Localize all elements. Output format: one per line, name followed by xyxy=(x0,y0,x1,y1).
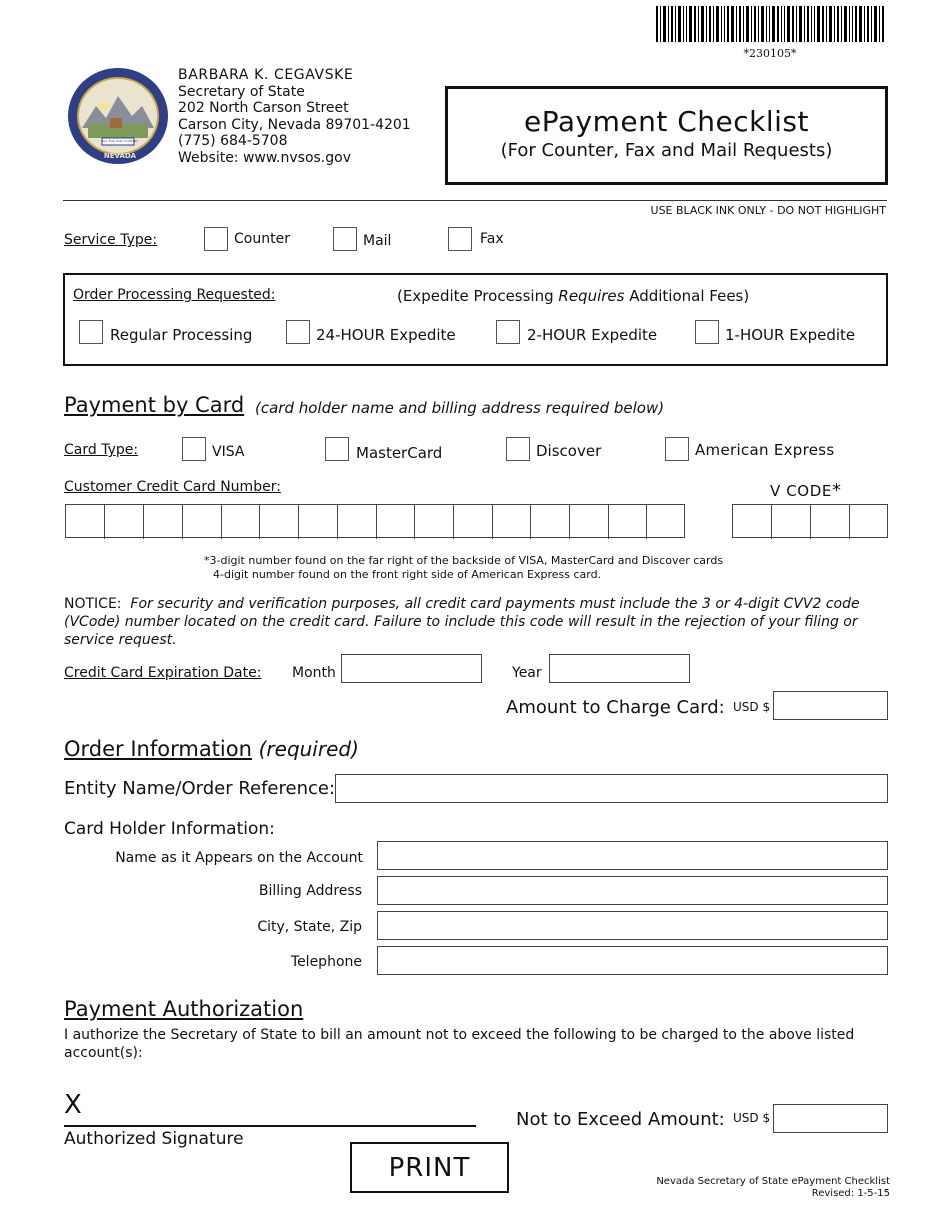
barcode-number: *230105* xyxy=(743,47,797,60)
entity-name-input[interactable] xyxy=(335,774,888,803)
expedite-1hour-checkbox[interactable] xyxy=(695,320,719,344)
not-to-exceed-input[interactable] xyxy=(773,1104,888,1133)
billing-address-label: Billing Address xyxy=(258,883,362,899)
service-type-label: Service Type: xyxy=(64,232,158,248)
page-title: ePayment Checklist xyxy=(524,105,809,138)
order-processing-label: Order Processing Requested: xyxy=(73,287,276,303)
card-type-label: Card Type: xyxy=(64,442,139,458)
account-name-input[interactable] xyxy=(377,841,888,870)
signature-x-mark: X xyxy=(64,1090,82,1120)
vcode-input[interactable] xyxy=(732,504,888,538)
vcode-footnote-2: 4-digit number found on the front right side of American Express card. xyxy=(213,568,602,581)
expedite-note-pre: (Expedite Processing xyxy=(397,287,559,305)
office-phone: (775) 684-5708 xyxy=(178,133,288,149)
payment-card-note: (card holder name and billing address required below) xyxy=(255,399,665,417)
card-mastercard-checkbox[interactable] xyxy=(325,437,349,461)
signature-line[interactable] xyxy=(64,1125,476,1127)
security-notice xyxy=(64,595,890,649)
service-fax-label: Fax xyxy=(480,231,504,247)
cardholder-heading: Card Holder Information: xyxy=(64,819,275,839)
order-info-heading xyxy=(64,737,359,761)
amount-to-charge-input[interactable] xyxy=(773,691,888,720)
page-subtitle: (For Counter, Fax and Mail Requests) xyxy=(500,140,833,161)
office-website: Website: www.nvsos.gov xyxy=(178,149,351,166)
service-mail-label: Mail xyxy=(363,233,392,249)
card-number-label: Customer Credit Card Number: xyxy=(64,479,281,495)
signature-label: Authorized Signature xyxy=(64,1129,244,1149)
footer-revised: Revised: 1-5-15 xyxy=(811,1188,890,1199)
authorization-text: I authorize the Secretary of State to bill an amount not to exceed the following to be charged to the above listed account(s): xyxy=(64,1027,855,1061)
expiration-date-label: Credit Card Expiration Date: xyxy=(64,665,262,681)
expiration-month-input[interactable] xyxy=(341,654,482,683)
expedite-note-post: Additional Fees) xyxy=(624,287,750,305)
vcode-footnote-1: *3-digit number found on the far right of the backside of VISA, MasterCard and Discover cards xyxy=(204,554,724,567)
billing-address-input[interactable] xyxy=(377,876,888,905)
office-street: 202 North Carson Street xyxy=(178,100,349,116)
expiration-year-input[interactable] xyxy=(549,654,690,683)
title-box xyxy=(445,86,888,185)
card-amex-label: American Express xyxy=(695,441,835,459)
expedite-fee-note xyxy=(397,287,749,305)
expedite-2hour-label: 2-HOUR Expedite xyxy=(527,326,658,344)
regular-processing-label: Regular Processing xyxy=(110,326,253,344)
amount-usd-label: USD $ xyxy=(733,700,771,714)
service-counter-checkbox[interactable] xyxy=(204,227,228,251)
city-state-zip-input[interactable] xyxy=(377,911,888,940)
card-amex-checkbox[interactable] xyxy=(665,437,689,461)
office-address xyxy=(178,67,411,166)
payment-by-card-heading: Payment by Card xyxy=(64,393,245,417)
office-city: Carson City, Nevada 89701-4201 xyxy=(178,116,411,133)
card-visa-label: VISA xyxy=(212,444,245,460)
service-counter-label: Counter xyxy=(234,231,290,247)
seal-motto: ALL FOR OUR COUNTRY xyxy=(102,139,138,143)
card-mastercard-label: MasterCard xyxy=(356,444,443,462)
print-button-label: PRINT xyxy=(388,1152,471,1183)
not-to-exceed-usd-label: USD $ xyxy=(733,1111,771,1125)
print-button[interactable] xyxy=(350,1142,509,1193)
expedite-note-em: Requires xyxy=(558,287,625,305)
expedite-2hour-checkbox[interactable] xyxy=(496,320,520,344)
expedite-1hour-label: 1-HOUR Expedite xyxy=(725,326,856,344)
account-name-label: Name as it Appears on the Account xyxy=(115,850,363,866)
regular-processing-checkbox[interactable] xyxy=(79,320,103,344)
seal-bottom-text: NEVADA xyxy=(103,152,137,160)
entity-name-label: Entity Name/Order Reference: xyxy=(64,778,336,799)
vcode-label-text: V CODE xyxy=(770,482,832,500)
card-number-input[interactable] xyxy=(65,504,685,538)
service-fax-checkbox[interactable] xyxy=(448,227,472,251)
telephone-label: Telephone xyxy=(290,954,362,970)
service-mail-checkbox[interactable] xyxy=(333,227,357,251)
card-discover-checkbox[interactable] xyxy=(506,437,530,461)
amount-to-charge-label: Amount to Charge Card: xyxy=(506,697,725,718)
card-discover-label: Discover xyxy=(536,442,602,460)
expedite-24hour-label: 24-HOUR Expedite xyxy=(316,326,456,344)
footer-form-name: Nevada Secretary of State ePayment Checklist xyxy=(656,1176,890,1187)
office-title: Secretary of State xyxy=(178,83,305,100)
expedite-24hour-checkbox[interactable] xyxy=(286,320,310,344)
city-state-zip-label: City, State, Zip xyxy=(257,919,362,935)
expiration-year-label: Year xyxy=(512,665,542,681)
payment-authorization-heading: Payment Authorization xyxy=(64,997,304,1021)
telephone-input[interactable] xyxy=(377,946,888,975)
vcode-label xyxy=(770,480,842,501)
office-name: BARBARA K. CEGAVSKE xyxy=(178,67,354,83)
order-info-required: (required) xyxy=(258,737,359,761)
barcode xyxy=(656,6,886,44)
expiration-month-label: Month xyxy=(292,665,336,681)
notice-text: For security and verification purposes, all credit card payments must include the 3 or 4-digit CVV2 code (VCode) number located on the credit card. Failure to include this code will result in the rejection of your filing or service request. xyxy=(64,596,860,648)
vcode-star: * xyxy=(831,480,842,501)
header-divider xyxy=(63,200,887,201)
not-to-exceed-label: Not to Exceed Amount: xyxy=(516,1109,725,1130)
order-info-heading-text: Order Information xyxy=(64,737,252,761)
ink-notice: USE BLACK INK ONLY - DO NOT HIGHLIGHT xyxy=(650,204,886,217)
notice-label: NOTICE: xyxy=(64,596,122,612)
card-visa-checkbox[interactable] xyxy=(182,437,206,461)
nevada-state-seal xyxy=(66,66,170,166)
